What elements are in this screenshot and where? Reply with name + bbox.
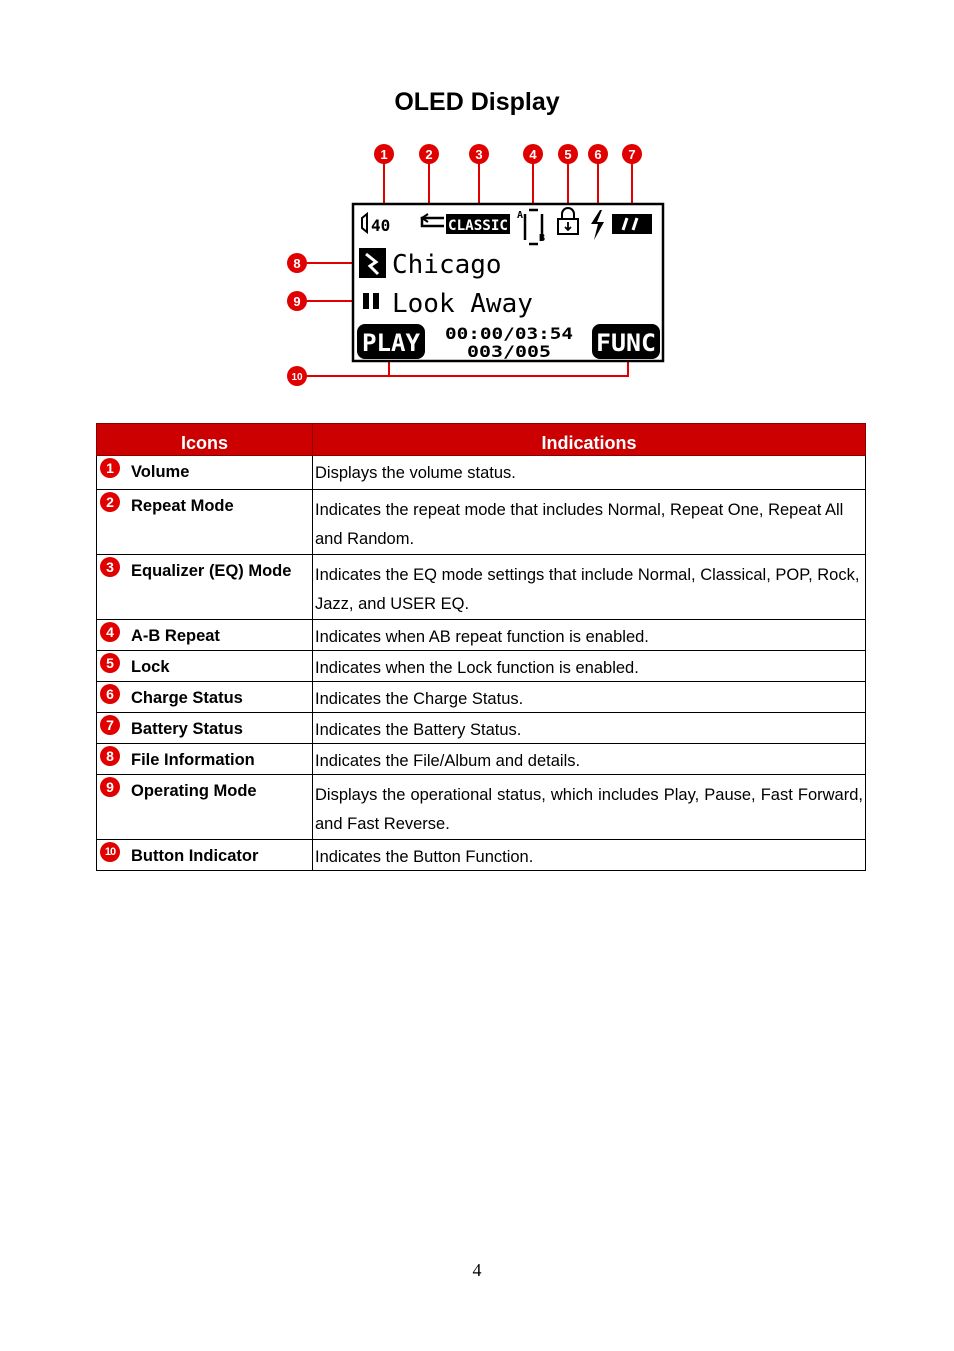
svg-text:3: 3: [475, 147, 483, 162]
svg-text:5: 5: [564, 147, 572, 162]
svg-text:A: A: [517, 210, 524, 221]
oled-display-diagram: [280, 140, 680, 390]
icon-cell: [97, 620, 313, 651]
svg-text:B: B: [539, 233, 546, 244]
icon-cell: [97, 840, 313, 871]
track-count-text: 003/005: [467, 342, 551, 361]
icon-cell: [97, 744, 313, 775]
callout-7: [622, 144, 642, 164]
table-row: [97, 620, 866, 651]
page-number: 4: [472, 1260, 482, 1280]
icon-cell: [97, 456, 313, 490]
indication-text: Indicates the EQ mode settings that include Normal, Classical, POP, Rock, Jazz, and USER EQ.: [315, 566, 860, 613]
table-row: [97, 744, 866, 775]
header-indications: Indications: [313, 424, 866, 456]
callout-3: [469, 144, 489, 164]
icon-cell: [97, 775, 313, 840]
header-icons: Icons: [97, 424, 313, 456]
indication-cell: [313, 682, 866, 713]
callout-1: [374, 144, 394, 164]
table-row: [97, 651, 866, 682]
indication-text: Indicates the repeat mode that includes Normal, Repeat One, Repeat All and Random.: [315, 501, 844, 548]
indication-text: Indicates when AB repeat function is enabled.: [315, 628, 649, 646]
table-row: [97, 682, 866, 713]
icon-label: Lock: [131, 658, 170, 676]
indication-cell: [313, 490, 866, 555]
callout-badge: 4: [100, 622, 120, 642]
svg-text:8: 8: [293, 256, 301, 271]
svg-text:6: 6: [594, 147, 602, 162]
file-name-text: Chicago: [392, 250, 502, 280]
indication-cell: [313, 840, 866, 871]
indication-text: Indicates when the Lock function is enabled.: [315, 659, 639, 677]
callout-5: [558, 144, 578, 164]
table-row: [97, 840, 866, 871]
callout-badge: 2: [100, 492, 120, 512]
icon-label: Repeat Mode: [131, 497, 234, 515]
icon-label: Equalizer (EQ) Mode: [131, 562, 292, 580]
table-row: [97, 713, 866, 744]
indication-cell: [313, 620, 866, 651]
icon-label: A-B Repeat: [131, 627, 220, 645]
icon-label: Charge Status: [131, 689, 243, 707]
indication-text: Indicates the File/Album and details.: [315, 752, 581, 770]
table-header-row: [97, 424, 866, 456]
indication-text: Displays the operational status, which includes Play, Pause, Fast Forward, and Fast Reverse.: [315, 786, 863, 833]
svg-text:7: 7: [628, 147, 636, 162]
time-text: 00:00/03:54: [445, 324, 573, 343]
svg-text:2: 2: [425, 147, 433, 162]
callout-badge: 9: [100, 777, 120, 797]
callout-badge: 10: [100, 842, 120, 862]
indication-text: Indicates the Button Function.: [315, 848, 534, 866]
callout-4: [523, 144, 543, 164]
indication-cell: [313, 775, 866, 840]
indication-cell: [313, 456, 866, 490]
icon-cell: [97, 713, 313, 744]
callout-9: [287, 291, 307, 311]
indication-cell: [313, 713, 866, 744]
table-row: [97, 775, 866, 840]
callout-badge: 3: [100, 557, 120, 577]
icon-label: Volume: [131, 463, 190, 481]
leader-line-10: [307, 362, 628, 376]
page-title: OLED Display: [394, 88, 560, 116]
callout-badge: 7: [100, 715, 120, 735]
table-row: [97, 490, 866, 555]
indication-text: Indicates the Charge Status.: [315, 690, 524, 708]
battery-icon: [612, 214, 652, 234]
callout-badge: 5: [100, 653, 120, 673]
svg-text:4: 4: [529, 147, 537, 162]
callout-badge: 1: [100, 458, 120, 478]
callout-10: [287, 366, 307, 386]
svg-text:10: 10: [291, 372, 303, 383]
icon-label: File Information: [131, 751, 255, 769]
indication-cell: [313, 555, 866, 620]
icon-label: Operating Mode: [131, 782, 257, 800]
icon-label: Battery Status: [131, 720, 243, 738]
indication-cell: [313, 651, 866, 682]
callout-8: [287, 253, 307, 273]
callout-badge: 8: [100, 746, 120, 766]
indication-text: Indicates the Battery Status.: [315, 721, 522, 739]
indication-cell: [313, 744, 866, 775]
eq-mode-text: CLASSIC: [448, 218, 508, 234]
icon-cell: [97, 682, 313, 713]
icon-cell: [97, 651, 313, 682]
icon-cell: [97, 555, 313, 620]
play-label: PLAY: [362, 329, 421, 357]
table-row: [97, 555, 866, 620]
icon-cell: [97, 490, 313, 555]
volume-level-text: 40: [371, 216, 391, 235]
callout-badge: 6: [100, 684, 120, 704]
icons-table: [96, 423, 866, 871]
icon-label: Button Indicator: [131, 847, 259, 865]
func-label: FUNC: [596, 329, 656, 357]
table-row: [97, 456, 866, 490]
track-name-text: Look Away: [392, 289, 533, 319]
indication-text: Displays the volume status.: [315, 464, 516, 482]
svg-text:1: 1: [380, 147, 388, 162]
svg-text:9: 9: [293, 294, 301, 309]
callout-6: [588, 144, 608, 164]
callout-2: [419, 144, 439, 164]
